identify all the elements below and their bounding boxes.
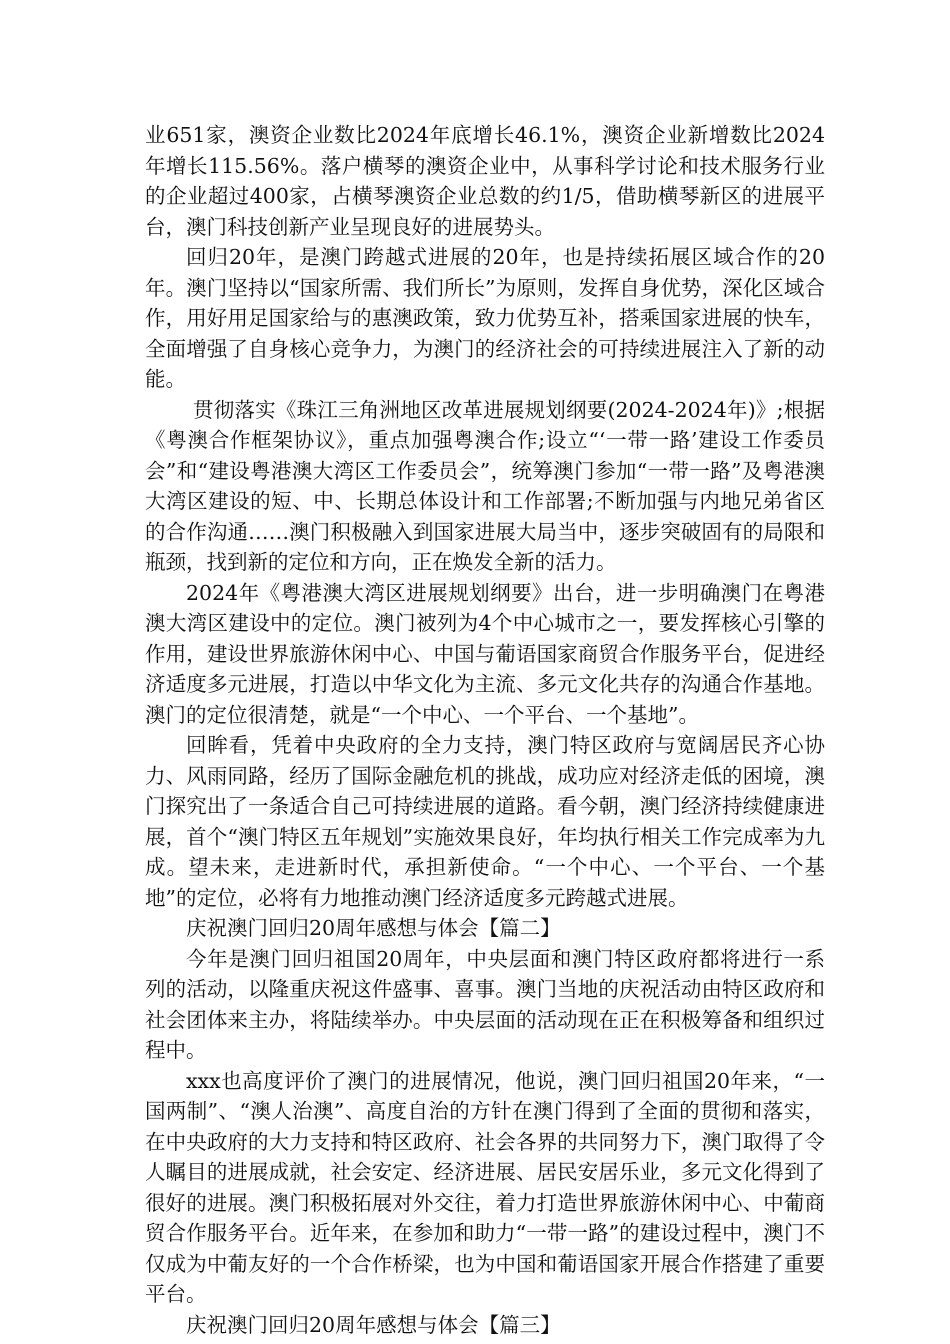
section-heading-part-two: 庆祝澳门回归20周年感想与体会【篇二】 [186,916,561,940]
section-heading-part-three: 庆祝澳门回归20周年感想与体会【篇三】 [186,1312,561,1337]
document-body [145,120,825,1340]
paragraph-implementation: 贯彻落实《珠江三角洲地区改革进展规划纲要(2024-2024年)》;根据《粤澳合作框架协议》，重点加强粤澳合作;设立“‘一带一路’建设工作委员会”和“建设粤港澳大湾区工作委员会”，统筹澳门参加“一带一路”及粤港澳大湾区建设的短、中、长期总体设计和工作部署;不断加强与内地兄弟省区的合作沟通……澳门积极融入到国家进展大局当中，逐步突破固有的局限和瓶颈，找到新的定位和方向，正在焕发全新的活力。 [145,397,825,574]
paragraph-looking-back: 回眸看，凭着中央政府的全力支持，澳门特区政府与宽阔居民齐心协力、风雨同路，经历了国际金融危机的挑战，成功应对经济走低的困境，澳门探究出了一条适合自己可持续进展的道路。看今朝，澳门经济持续健康进展，首个“澳门特区五年规划”实施效果良好，年均执行相关工作完成率为九成。望未来，走进新时代，承担新使命。“一个中心、一个平台、一个基地”的定位，必将有力地推动澳门经济适度多元跨越式进展。 [145,733,825,910]
paragraph-return-20-years: 回归20年，是澳门跨越式进展的20年，也是持续拓展区域合作的20年。澳门坚持以“国家所需、我们所长”为原则，发挥自身优势，深化区域合作，用好用足国家给与的惠澳政策，致力优势互补，搭乘国家进展的快车，全面增强了自身核心竞争力，为澳门的经济社会的可持续进展注入了新的动能。 [145,245,825,391]
paragraph-evaluation: xxx也高度评价了澳门的进展情况，他说，澳门回归祖国20年来，“一国两制”、“澳人治澳”、高度自治的方针在澳门得到了全面的贯彻和落实，在中央政府的大力支持和特区政府、社会各界的共同努力下，澳门取得了令人瞩目的进展成就，社会安定、经济进展、居民安居乐业，多元文化得到了很好的进展。澳门积极拓展对外交往，着力打造世界旅游休闲中心、中葡商贸合作服务平台。近年来，在参加和助力“一带一路”的建设过程中，澳门不仅成为中葡友好的一个合作桥梁，也为中国和葡语国家开展合作搭建了重要平台。 [145,1068,825,1306]
paragraph-celebration-activities: 今年是澳门回归祖国20周年，中央层面和澳门特区政府都将进行一系列的活动，以隆重庆祝这件盛事、喜事。澳门当地的庆祝活动由特区政府和社会团体来主办，将陆续举办。中央层面的活动现在正在积极筹备和组织过程中。 [145,946,825,1062]
paragraph-continuation: 业651家，澳资企业数比2024年底增长46.1%，澳资企业新增数比2024年增长115.56%。落户横琴的澳资企业中，从事科学讨论和技术服务行业的企业超过400家，占横琴澳资企业总数的约1/5，借助横琴新区的进展平台，澳门科技创新产业呈现良好的进展势头。 [145,123,825,239]
paragraph-greater-bay-area: 2024年《粤港澳大湾区进展规划纲要》出台，进一步明确澳门在粤港澳大湾区建设中的定位。澳门被列为4个中心城市之一，要发挥核心引擎的作用，建设世界旅游休闲中心、中国与葡语国家商贸合作服务平台，促进经济适度多元进展，打造以中华文化为主流、多元文化共存的沟通合作基地。澳门的定位很清楚，就是“一个中心、一个平台、一个基地”。 [145,580,825,727]
